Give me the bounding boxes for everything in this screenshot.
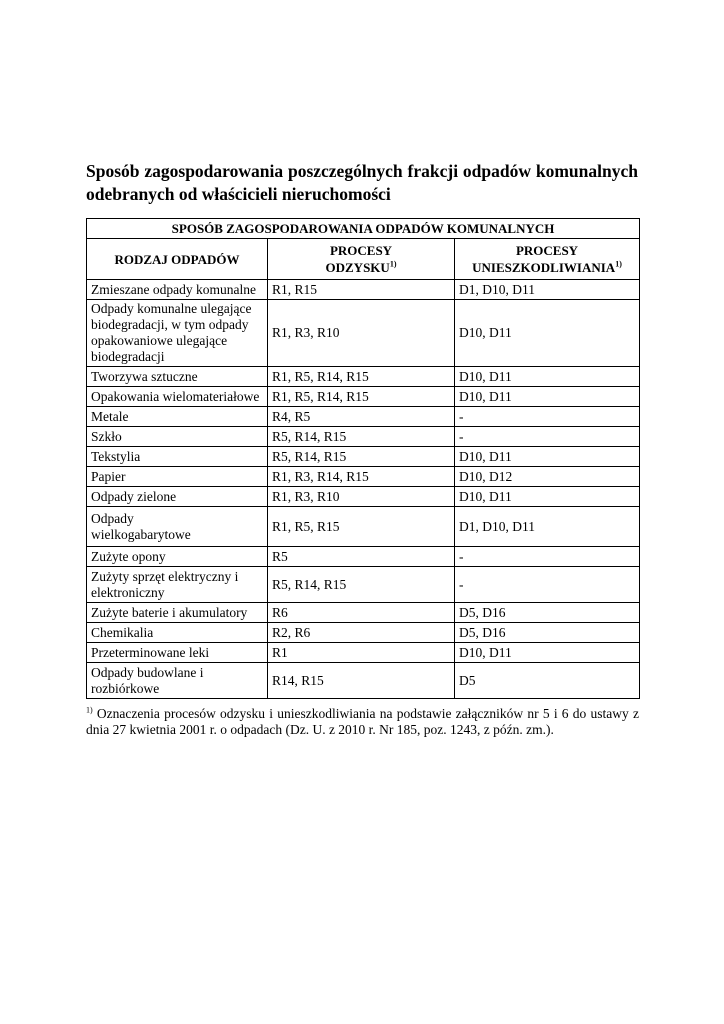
waste-type-cell: Przeterminowane leki <box>87 643 268 663</box>
footnote-reference: 1) <box>389 259 397 269</box>
disposal-process-cell: D1, D10, D11 <box>455 280 640 300</box>
waste-type-cell: Tworzywa sztuczne <box>87 367 268 387</box>
waste-type-cell: Metale <box>87 407 268 427</box>
recovery-process-cell: R1, R5, R14, R15 <box>268 367 455 387</box>
column-header-recovery-line1: PROCESY <box>329 243 393 258</box>
recovery-process-cell: R5, R14, R15 <box>268 447 455 467</box>
disposal-process-cell: - <box>455 567 640 603</box>
table-row <box>87 300 640 367</box>
table-row <box>87 663 640 699</box>
waste-type-cell: Odpady budowlane i rozbiórkowe <box>87 663 268 699</box>
disposal-process-cell: D10, D11 <box>455 367 640 387</box>
waste-type-cell: Zużyte opony <box>87 547 268 567</box>
table-row <box>87 407 640 427</box>
column-header-disposal-line1: PROCESY <box>515 243 579 258</box>
column-header-disposal <box>455 239 640 280</box>
recovery-process-cell: R5, R14, R15 <box>268 427 455 447</box>
disposal-process-cell: - <box>455 407 640 427</box>
column-header-recovery-line2: ODZYSKU <box>325 260 390 275</box>
footnote-text: Oznaczenia procesów odzysku i unieszkodliwiania na podstawie załączników nr 5 i 6 do ustawy z dnia 27 kwietnia 2001 r. o odpadach (Dz. U. z 2010 r. Nr 185, poz. 1243, z późn. zm.). <box>86 706 639 737</box>
recovery-process-cell: R1, R3, R10 <box>268 300 455 367</box>
disposal-process-cell: - <box>455 547 640 567</box>
recovery-process-cell: R1, R3, R10 <box>268 487 455 507</box>
recovery-process-cell: R1, R5, R14, R15 <box>268 387 455 407</box>
table-row <box>87 603 640 623</box>
waste-management-table <box>86 218 640 699</box>
disposal-process-cell: - <box>455 427 640 447</box>
recovery-process-cell: R4, R5 <box>268 407 455 427</box>
recovery-process-cell: R14, R15 <box>268 663 455 699</box>
waste-type-cell: Opakowania wielomateriałowe <box>87 387 268 407</box>
recovery-process-cell: R1, R15 <box>268 280 455 300</box>
waste-type-cell: Tekstylia <box>87 447 268 467</box>
disposal-process-cell: D5, D16 <box>455 623 640 643</box>
document-title <box>86 160 638 206</box>
disposal-process-cell: D5 <box>455 663 640 699</box>
table-row <box>87 280 640 300</box>
recovery-process-cell: R2, R6 <box>268 623 455 643</box>
waste-type-cell: Szkło <box>87 427 268 447</box>
recovery-process-cell: R1 <box>268 643 455 663</box>
recovery-process-cell: R1, R3, R14, R15 <box>268 467 455 487</box>
footnote-reference: 1) <box>615 259 622 269</box>
recovery-process-cell: R1, R5, R15 <box>268 507 455 547</box>
recovery-process-cell: R5 <box>268 547 455 567</box>
column-header-disposal-line2: UNIESZKODLIWIANIA <box>472 260 616 275</box>
disposal-process-cell: D5, D16 <box>455 603 640 623</box>
waste-type-cell: Zmieszane odpady komunalne <box>87 280 268 300</box>
recovery-process-cell: R6 <box>268 603 455 623</box>
document-title-line2: odebranych od właścicieli nieruchomości <box>86 184 391 204</box>
table-row <box>87 487 640 507</box>
disposal-process-cell: D10, D11 <box>455 487 640 507</box>
document-title-line1: Sposób zagospodarowania poszczególnych frakcji odpadów komunalnych <box>86 161 638 181</box>
waste-type-cell: Odpady komunalne ulegające biodegradacji, w tym odpady opakowaniowe ulegające biodegradacji <box>87 300 268 367</box>
column-header-waste-type: RODZAJ ODPADÓW <box>87 239 268 280</box>
disposal-process-cell: D10, D11 <box>455 387 640 407</box>
waste-type-cell: Odpady zielone <box>87 487 268 507</box>
disposal-process-cell: D10, D11 <box>455 447 640 467</box>
table-row <box>87 367 640 387</box>
recovery-process-cell: R5, R14, R15 <box>268 567 455 603</box>
table-row <box>87 427 640 447</box>
footnote-mark: 1) <box>86 705 93 715</box>
table-row <box>87 623 640 643</box>
waste-type-cell: Chemikalia <box>87 623 268 643</box>
waste-type-cell: Papier <box>87 467 268 487</box>
table-row <box>87 567 640 603</box>
table-row <box>87 467 640 487</box>
disposal-process-cell: D10, D11 <box>455 300 640 367</box>
table-main-header: SPOSÓB ZAGOSPODAROWANIA ODPADÓW KOMUNALNYCH <box>87 219 640 239</box>
footnote <box>86 706 639 738</box>
waste-type-cell: Odpady wielkogabarytowe <box>87 507 268 547</box>
table-row <box>87 447 640 467</box>
disposal-process-cell: D1, D10, D11 <box>455 507 640 547</box>
table-row <box>87 387 640 407</box>
table-row <box>87 643 640 663</box>
waste-type-cell: Zużyte baterie i akumulatory <box>87 603 268 623</box>
table-row <box>87 507 640 547</box>
waste-type-cell: Zużyty sprzęt elektryczny i elektroniczny <box>87 567 268 603</box>
column-header-recovery <box>268 239 455 280</box>
disposal-process-cell: D10, D11 <box>455 643 640 663</box>
table-row <box>87 547 640 567</box>
disposal-process-cell: D10, D12 <box>455 467 640 487</box>
